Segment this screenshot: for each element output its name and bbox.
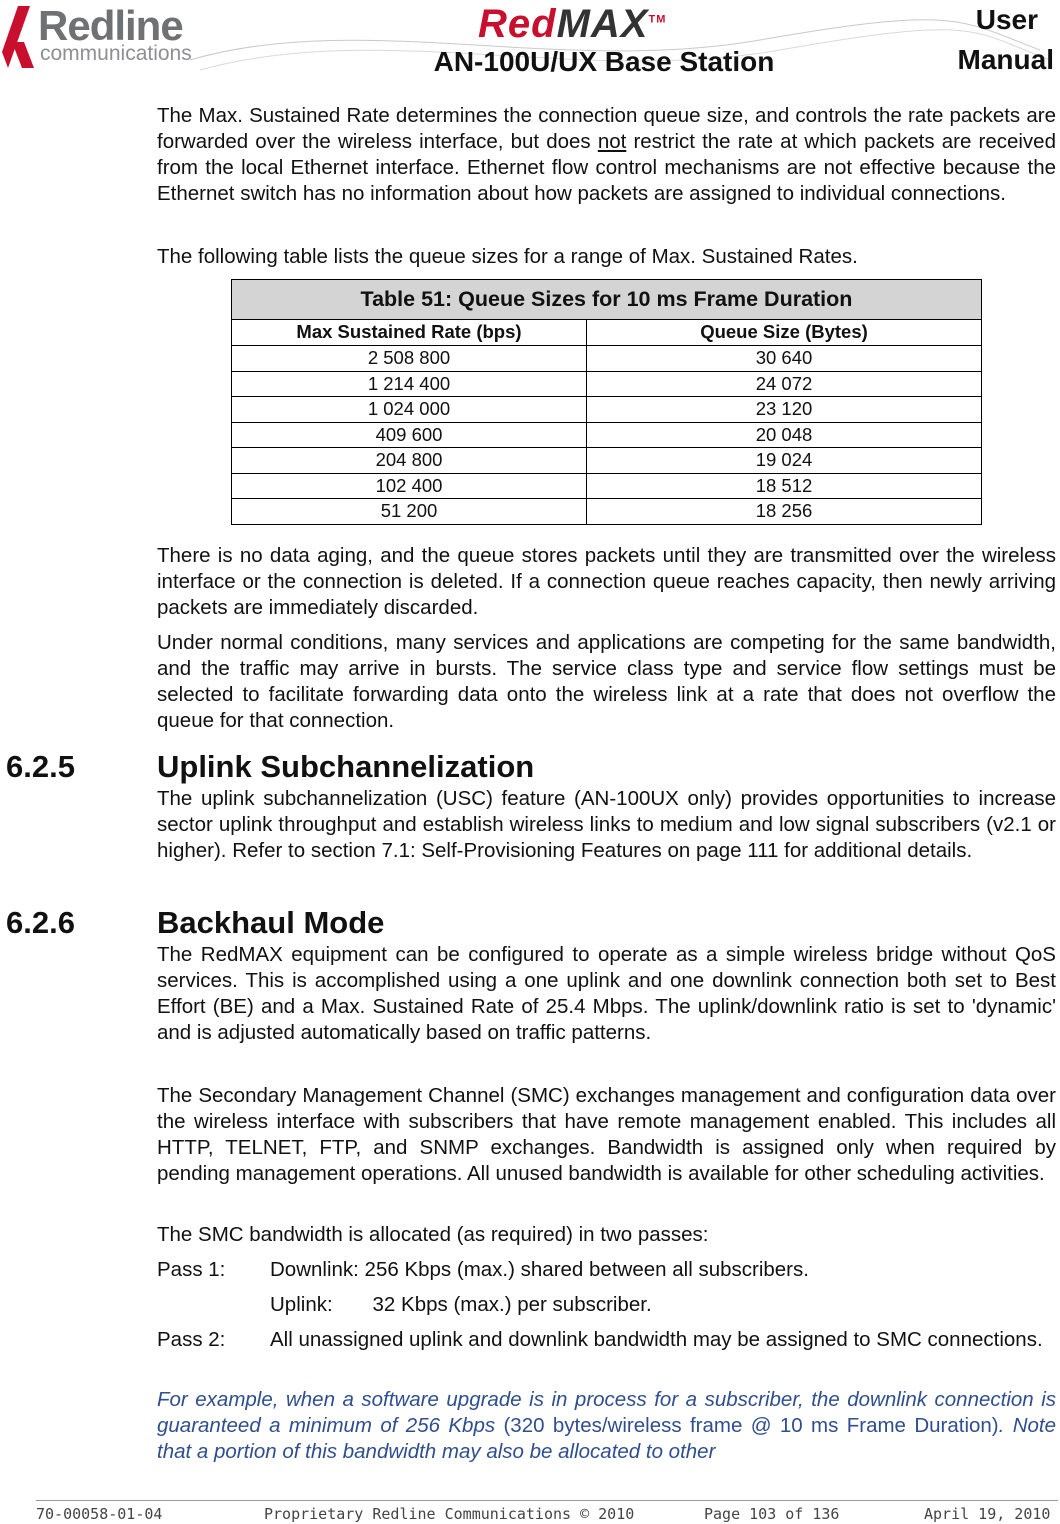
footer-doc-id: 70-00058-01-04 [36, 1505, 163, 1523]
product-title: AN-100U/UX Base Station [433, 46, 775, 77]
smc-passes-text: The SMC bandwidth is allocated (as required) in two passes: [157, 1223, 709, 1246]
page-header [0, 0, 1060, 90]
pass1-downlink: Downlink: 256 Kbps (max.) shared between all subscribers. [270, 1258, 809, 1281]
queue-cell: 24 072 [587, 371, 982, 397]
example-paragraph [157, 1387, 1056, 1465]
redmax-brand [478, 2, 666, 47]
p1-end: restrict the rate at which packets are received from the local Ethernet interface. Ethernet flow control mechanisms are not effective because the Ethernet switch has no information about how packets are assigned to individual connections. [157, 130, 1056, 205]
rate-cell: 2 508 800 [232, 346, 587, 372]
table-row [232, 346, 982, 372]
queue-cell: 18 256 [587, 499, 982, 525]
section-heading-6-2-6 [6, 906, 384, 940]
logo-subtext: communications [40, 42, 192, 65]
intro-paragraph [157, 103, 1056, 207]
p2-text: The following table lists the queue sizes for a range of Max. Sustained Rates. [157, 245, 858, 268]
queue-cell: 18 512 [587, 473, 982, 499]
brand-max: MAX [556, 2, 649, 46]
logo-text: Redline [38, 2, 183, 49]
section-number: 6.2.6 [6, 905, 75, 940]
table-row [232, 499, 982, 525]
table-caption-title: Queue Sizes for 10 ms Frame Duration [458, 287, 853, 312]
rate-cell: 1 024 000 [232, 397, 587, 423]
p4-text: Under normal conditions, many services and applications are competing for the same bandwidth, and the traffic may arrive in bursts. The service class type and service flow settings must be selected to facilitate forwarding data onto the wireless link at a rate that does not overflow the queue for that connection. [157, 631, 1056, 732]
smc-passes-intro [157, 1222, 1056, 1248]
table-row [232, 473, 982, 499]
footer-page: Page 103 of 136 [704, 1505, 840, 1523]
example-italic-b: . Note that a portion of this bandwidth may also be allocated to other [157, 1414, 1056, 1463]
section-number: 6.2.5 [6, 749, 75, 784]
queue-size-table [231, 279, 982, 525]
table-caption-sep: : [445, 287, 459, 312]
table-intro-paragraph [157, 244, 1056, 270]
brand-tm: TM [648, 13, 667, 26]
smc-paragraph [157, 1083, 1056, 1187]
section-heading-6-2-5 [6, 750, 534, 784]
normal-conditions-paragraph [157, 630, 1056, 734]
pass1-uplink: Uplink: 32 Kbps (max.) per subscriber. [270, 1293, 652, 1316]
rate-cell: 409 600 [232, 422, 587, 448]
column-header: Max Sustained Rate (bps) [232, 320, 587, 346]
table-row [232, 371, 982, 397]
rate-cell: 102 400 [232, 473, 587, 499]
rate-cell: 204 800 [232, 448, 587, 474]
doc-type-line1: User [975, 4, 1038, 35]
redline-logo-icon [0, 2, 40, 72]
usc-text: The uplink subchannelization (USC) feature (AN-100UX only) provides opportunities to increase sector uplink throughput and establish wireless links to medium and low signal subscribers (v2.1 or higher). Refer to section 7.1: Self-Provisioning Features on page 111 for additional details. [157, 787, 1056, 862]
data-aging-paragraph [157, 543, 1056, 621]
footer-date: April 19, 2010 [924, 1505, 1051, 1523]
rate-cell: 1 214 400 [232, 371, 587, 397]
table-row [232, 397, 982, 423]
queue-cell: 30 640 [587, 346, 982, 372]
example-normal: (320 bytes/wireless frame @ 10 ms Frame Duration) [503, 1414, 999, 1437]
backhaul-paragraph [157, 942, 1056, 1046]
pass1-label: Pass 1: [157, 1258, 226, 1281]
table-caption-label: Table 51 [360, 287, 445, 312]
queue-cell: 20 048 [587, 422, 982, 448]
rate-cell: 51 200 [232, 499, 587, 525]
p1-underline: not [597, 130, 627, 153]
queue-cell: 23 120 [587, 397, 982, 423]
table-row [232, 448, 982, 474]
queue-cell: 19 024 [587, 448, 982, 474]
backhaul-text: The RedMAX equipment can be configured to operate as a simple wireless bridge without QoS services. This is accomplished using a one uplink and one downlink connection both set to Best Effort (BE) and a Max. Sustained Rate of 25.4 Mbps. The uplink/downlink ratio is set to 'dynamic' and is adjusted automatically based on traffic patterns. [157, 943, 1056, 1044]
doc-type-line2: Manual [957, 44, 1054, 75]
footer-copyright: Proprietary Redline Communications © 2010 [264, 1505, 635, 1523]
section-title: Backhaul Mode [157, 905, 385, 940]
table-row [232, 422, 982, 448]
pass2-label: Pass 2: [157, 1328, 226, 1351]
section-title: Uplink Subchannelization [157, 749, 535, 784]
example-italic-a: For example, when a software upgrade is in process for a subscriber, the downlink connection is guaranteed a minimum of 256 Kbps [157, 1388, 1056, 1437]
pass2-text: All unassigned uplink and downlink bandwidth may be assigned to SMC connections. [270, 1328, 1043, 1351]
table-caption [232, 280, 982, 320]
usc-paragraph [157, 786, 1056, 864]
column-header: Queue Size (Bytes) [587, 320, 982, 346]
p1-text: The Max. Sustained Rate determines the connection queue size, and controls the rate packets are forwarded over the wireless interface, but does [157, 104, 1056, 153]
page-footer [36, 1500, 1058, 1523]
smc-text: The Secondary Management Channel (SMC) exchanges management and configuration data over the wireless interface with subscribers that have remote management enabled. This includes all HTTP, TELNET, FTP, and SNMP exchanges. Bandwidth is assigned only when required by pending management operations. All unused bandwidth is available for other scheduling activities. [157, 1084, 1056, 1185]
brand-red: Red [478, 2, 557, 46]
p3-text: There is no data aging, and the queue stores packets until they are transmitted over the wireless interface or the connection is deleted. If a connection queue reaches capacity, then newly arriving packets are immediately discarded. [157, 544, 1056, 619]
